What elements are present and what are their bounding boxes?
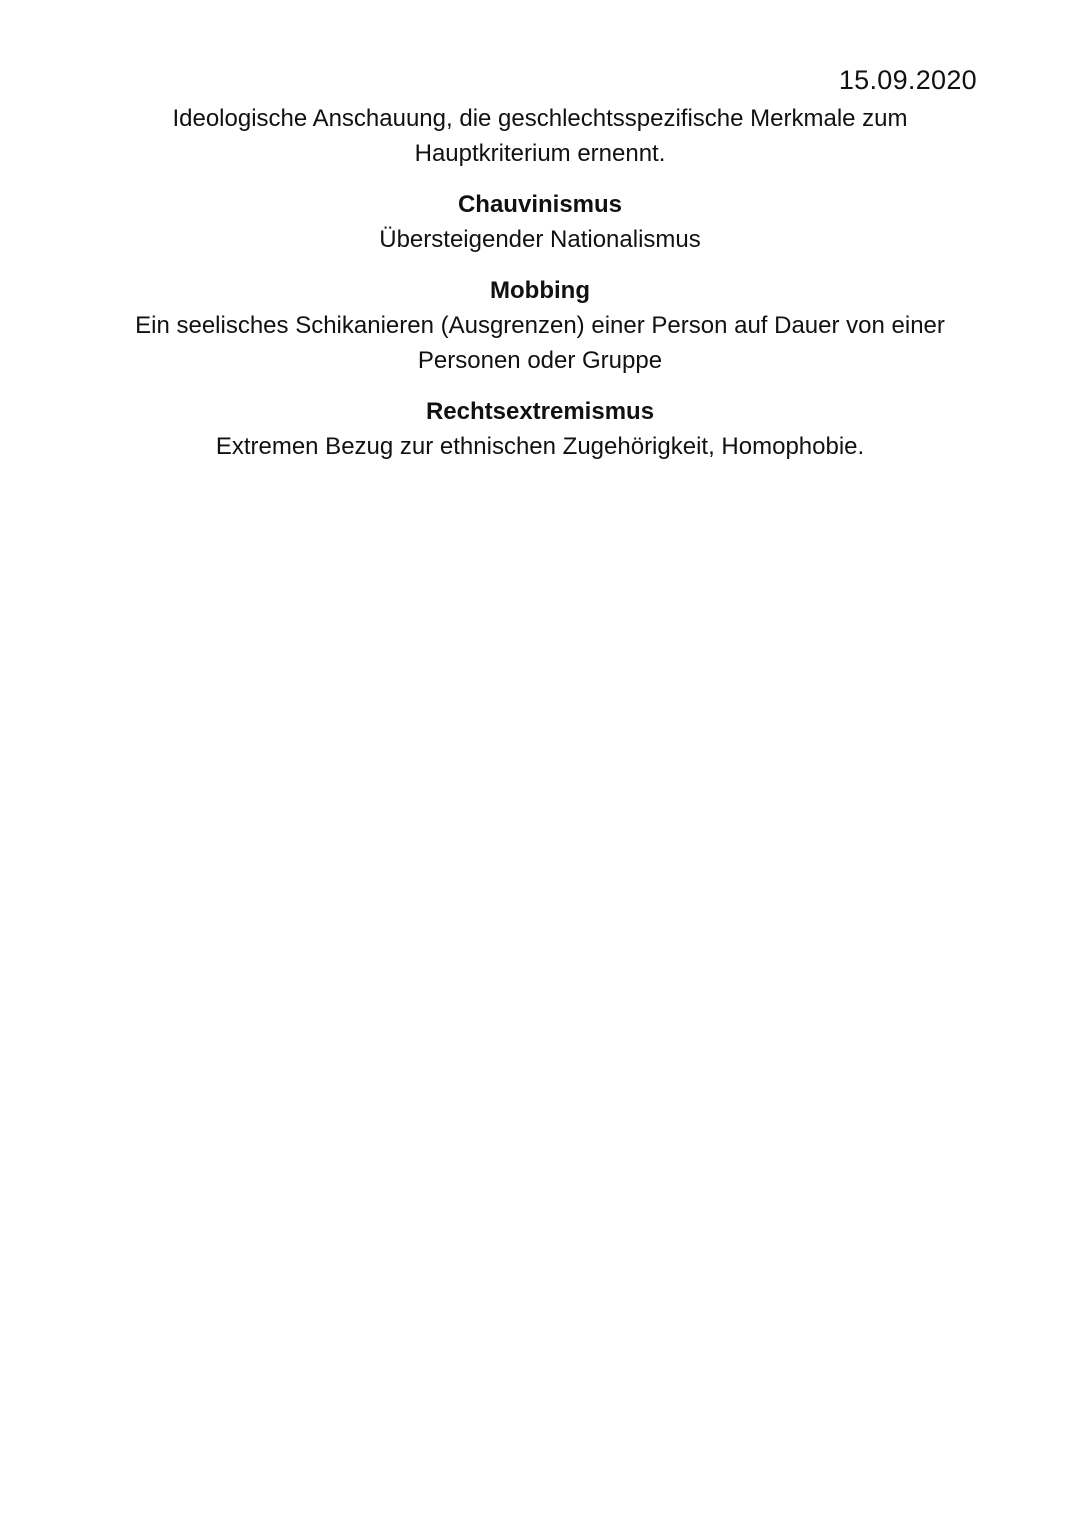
term-definition-line-1: Ein seelisches Schikanieren (Ausgrenzen) einer Person auf Dauer von einer xyxy=(135,312,945,339)
intro-text-line-2: Hauptkriterium ernennt. xyxy=(414,140,666,167)
term-heading: Chauvinismus xyxy=(457,191,623,218)
document-content xyxy=(100,101,980,464)
entry-chauvinismus xyxy=(100,187,980,257)
entry-mobbing xyxy=(100,273,980,378)
document-date: 15.09.2020 xyxy=(838,65,977,95)
term-definition-line-1: Extremen Bezug zur ethnischen Zugehörigkeit, Homophobie. xyxy=(215,433,865,460)
entry-rechtsextremismus xyxy=(100,394,980,464)
intro-text-line-1: Ideologische Anschauung, die geschlechtsspezifische Merkmale zum xyxy=(172,105,908,132)
term-heading: Rechtsextremismus xyxy=(425,398,655,425)
term-definition-line-2: Personen oder Gruppe xyxy=(417,347,663,374)
intro-block xyxy=(100,101,980,171)
term-definition-line-1: Übersteigender Nationalismus xyxy=(379,226,701,253)
term-heading: Mobbing xyxy=(490,277,590,304)
